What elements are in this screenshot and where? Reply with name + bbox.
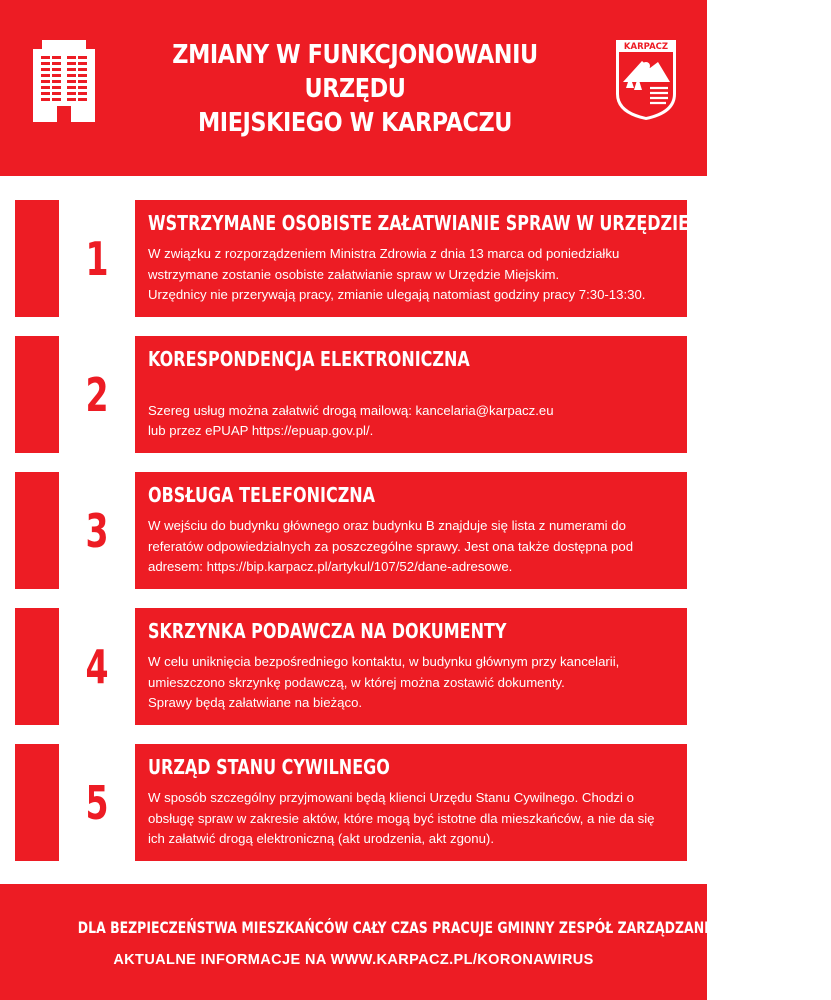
section-body	[135, 200, 780, 317]
section-text-line: referatów odpowiedzialnych za poszczególne sprawy. Jest ona także dostępna pod	[148, 538, 634, 554]
section-text-line: wstrzymane zostanie osobiste załatwianie spraw w Urzędzie Miejskim.	[148, 266, 560, 282]
footer-crisis-team-notice: DLA BEZPIECZEŃSTWA MIESZKAŃCÓW CAŁY CZAS PRACUJE GMINNY ZESPÓŁ ZARZĄDZANIA KRYZYSOWEGO	[77, 918, 831, 937]
office-building-icon	[33, 40, 95, 122]
section-accent-bar	[15, 472, 59, 589]
section-title: OBSŁUGA TELEFONICZNA	[148, 483, 376, 507]
section-number: 2	[70, 336, 125, 453]
section-text-line: obsługę spraw w zakresie aktów, które mogą być istotne dla mieszkańców, a nie da się	[148, 810, 655, 826]
section-number: 4	[70, 608, 125, 725]
page-title	[136, 38, 575, 140]
section-number: 3	[70, 472, 125, 589]
section-accent-bar	[15, 744, 59, 861]
section-accent-bar	[15, 608, 59, 725]
section-text-line: W wejściu do budynku głównego oraz budynku B znajduje się lista z numerami do	[148, 518, 626, 533]
section-text-line	[148, 380, 693, 401]
section-text-line: Sprawy będą załatwiane na bieżąco.	[148, 695, 363, 710]
section-body	[135, 336, 687, 453]
section-text-line: adresem: https://bip.karpacz.pl/artykul/107/52/dane-adresowe.	[148, 559, 513, 574]
section-text-line: ich załatwić drogą elektroniczną (akt urodzenia, akt zgonu).	[148, 831, 494, 846]
section-card-5	[15, 744, 687, 861]
section-card-1	[15, 200, 780, 317]
footer-info-link[interactable]: AKTUALNE INFORMACJE NA WWW.KARPACZ.PL/KORONAWIRUS	[113, 952, 594, 968]
section-accent-bar	[15, 336, 59, 453]
crest-label: KARPACZ	[623, 42, 669, 52]
section-text	[148, 380, 693, 442]
section-text	[148, 244, 693, 306]
section-text-line: umieszczono skrzynkę podawczą, w której można zostawić dokumenty.	[148, 674, 565, 690]
section-body	[135, 608, 687, 725]
section-text	[148, 788, 693, 850]
section-title: WSTRZYMANE OSOBISTE ZAŁATWIANIE SPRAW W URZĘDZIE MIEJSKIM	[148, 211, 780, 235]
section-text-line: W celu uniknięcia bezpośredniego kontaktu, w budynku głównym przy kancelarii,	[148, 654, 620, 669]
section-card-3	[15, 472, 687, 589]
section-body	[135, 744, 687, 861]
section-text-line: W sposób szczególny przyjmowani będą klienci Urzędu Stanu Cywilnego. Chodzi o	[148, 790, 634, 805]
section-title: URZĄD STANU CYWILNEGO	[148, 755, 390, 779]
section-title: KORESPONDENCJA ELEKTRONICZNA	[148, 347, 470, 371]
section-title: SKRZYNKA PODAWCZA NA DOKUMENTY	[148, 619, 507, 643]
section-number: 5	[70, 744, 125, 861]
section-text-line: Urzędnicy nie przerywają pracy, zmianie ulegają natomiast godziny pracy 7:30-13:30.	[148, 287, 646, 302]
footer-banner	[0, 884, 831, 1000]
section-text-line: lub przez ePUAP https://epuap.gov.pl/.	[148, 423, 374, 438]
title-line-2: MIEJSKIEGO W KARPACZU	[197, 108, 513, 138]
section-text	[148, 516, 693, 578]
section-number: 1	[70, 200, 125, 317]
section-body	[135, 472, 687, 589]
section-text-line: W związku z rozporządzeniem Ministra Zdrowia z dnia 13 marca od poniedziałku	[148, 246, 620, 261]
header-banner	[0, 0, 707, 176]
section-text-line: Szereg usług można załatwić drogą mailową: kancelaria@karpacz.eu	[148, 402, 554, 418]
section-text	[148, 652, 693, 714]
karpacz-crest-icon	[614, 38, 678, 122]
section-card-4	[15, 608, 687, 725]
section-card-2	[15, 336, 687, 453]
section-accent-bar	[15, 200, 59, 317]
title-line-1: ZMIANY W FUNKCJONOWANIU URZĘDU	[172, 40, 538, 104]
